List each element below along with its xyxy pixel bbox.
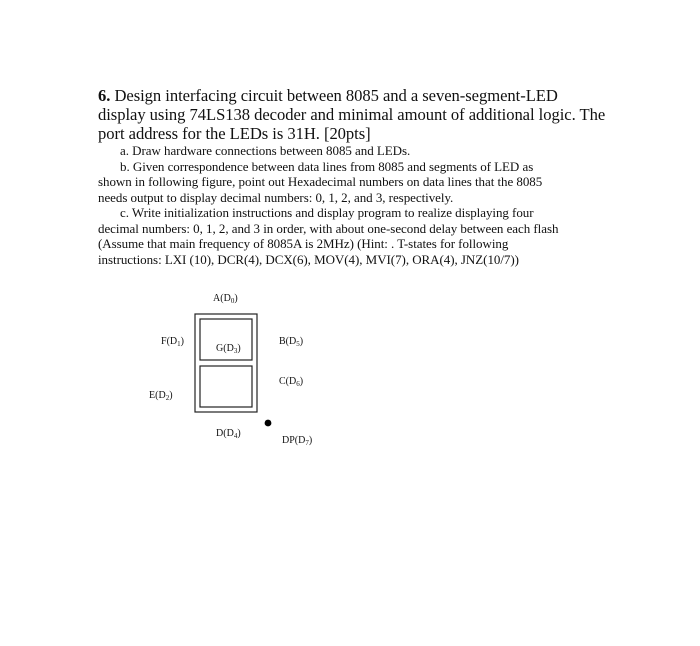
label-segment-dp: $DP(D_7)$	[282, 435, 313, 447]
label-segment-a: $A(D_0)$	[213, 293, 238, 305]
label-segment-b: $B(D_5)$	[279, 336, 304, 348]
part-c-line-2: decimal numbers: 0, 1, 2, and 3 in order, with about one-second delay between each flash	[98, 220, 559, 236]
part-c-line-4: instructions: LXI (10), DCR(4), DCX(6), MOV(4), MVI(7), ORA(4), JNZ(10/7))	[98, 251, 519, 267]
label-segment-e: $E(D_2)$	[149, 390, 173, 402]
label-segment-g: $G(D_3)$	[216, 343, 241, 355]
part-b-line-1: b. Given correspondence between data lines from 8085 and segments of LED as	[120, 158, 534, 174]
label-segment-f: $F(D_1)$	[161, 336, 184, 348]
part-a-line-1: a. Draw hardware connections between 8085 and LEDs.	[120, 143, 411, 158]
label-segment-d: $D(D_4)$	[216, 428, 241, 440]
digit-outer-frame	[195, 314, 257, 412]
part-c-line-3: (Assume that main frequency of 8085A is 2MHz) (Hint: . T-states for following	[98, 236, 509, 251]
decimal-point-dot	[265, 420, 272, 427]
part-b-line-3: needs output to display decimal numbers: 0, 1, 2, and 3, respectively.	[98, 189, 454, 205]
label-segment-c: $C(D_6)$	[279, 376, 304, 388]
stem-line-3: port address for the LEDs is 31H. [20pts]	[98, 124, 371, 143]
part-c-line-1: c. Write initialization instructions and display program to realize displaying four	[120, 205, 534, 220]
part-b-line-2: shown in following figure, point out Hexadecimal numbers on data lines that the 8085	[98, 174, 543, 189]
stem-line-1: Design interfacing circuit between 8085 and a seven-segment-LED	[114, 86, 558, 105]
question-number: 6.	[98, 86, 111, 105]
digit-lower-cell	[200, 366, 252, 407]
stem-line-2: display using 74LS138 decoder and minimal amount of additional logic. The	[98, 105, 606, 124]
